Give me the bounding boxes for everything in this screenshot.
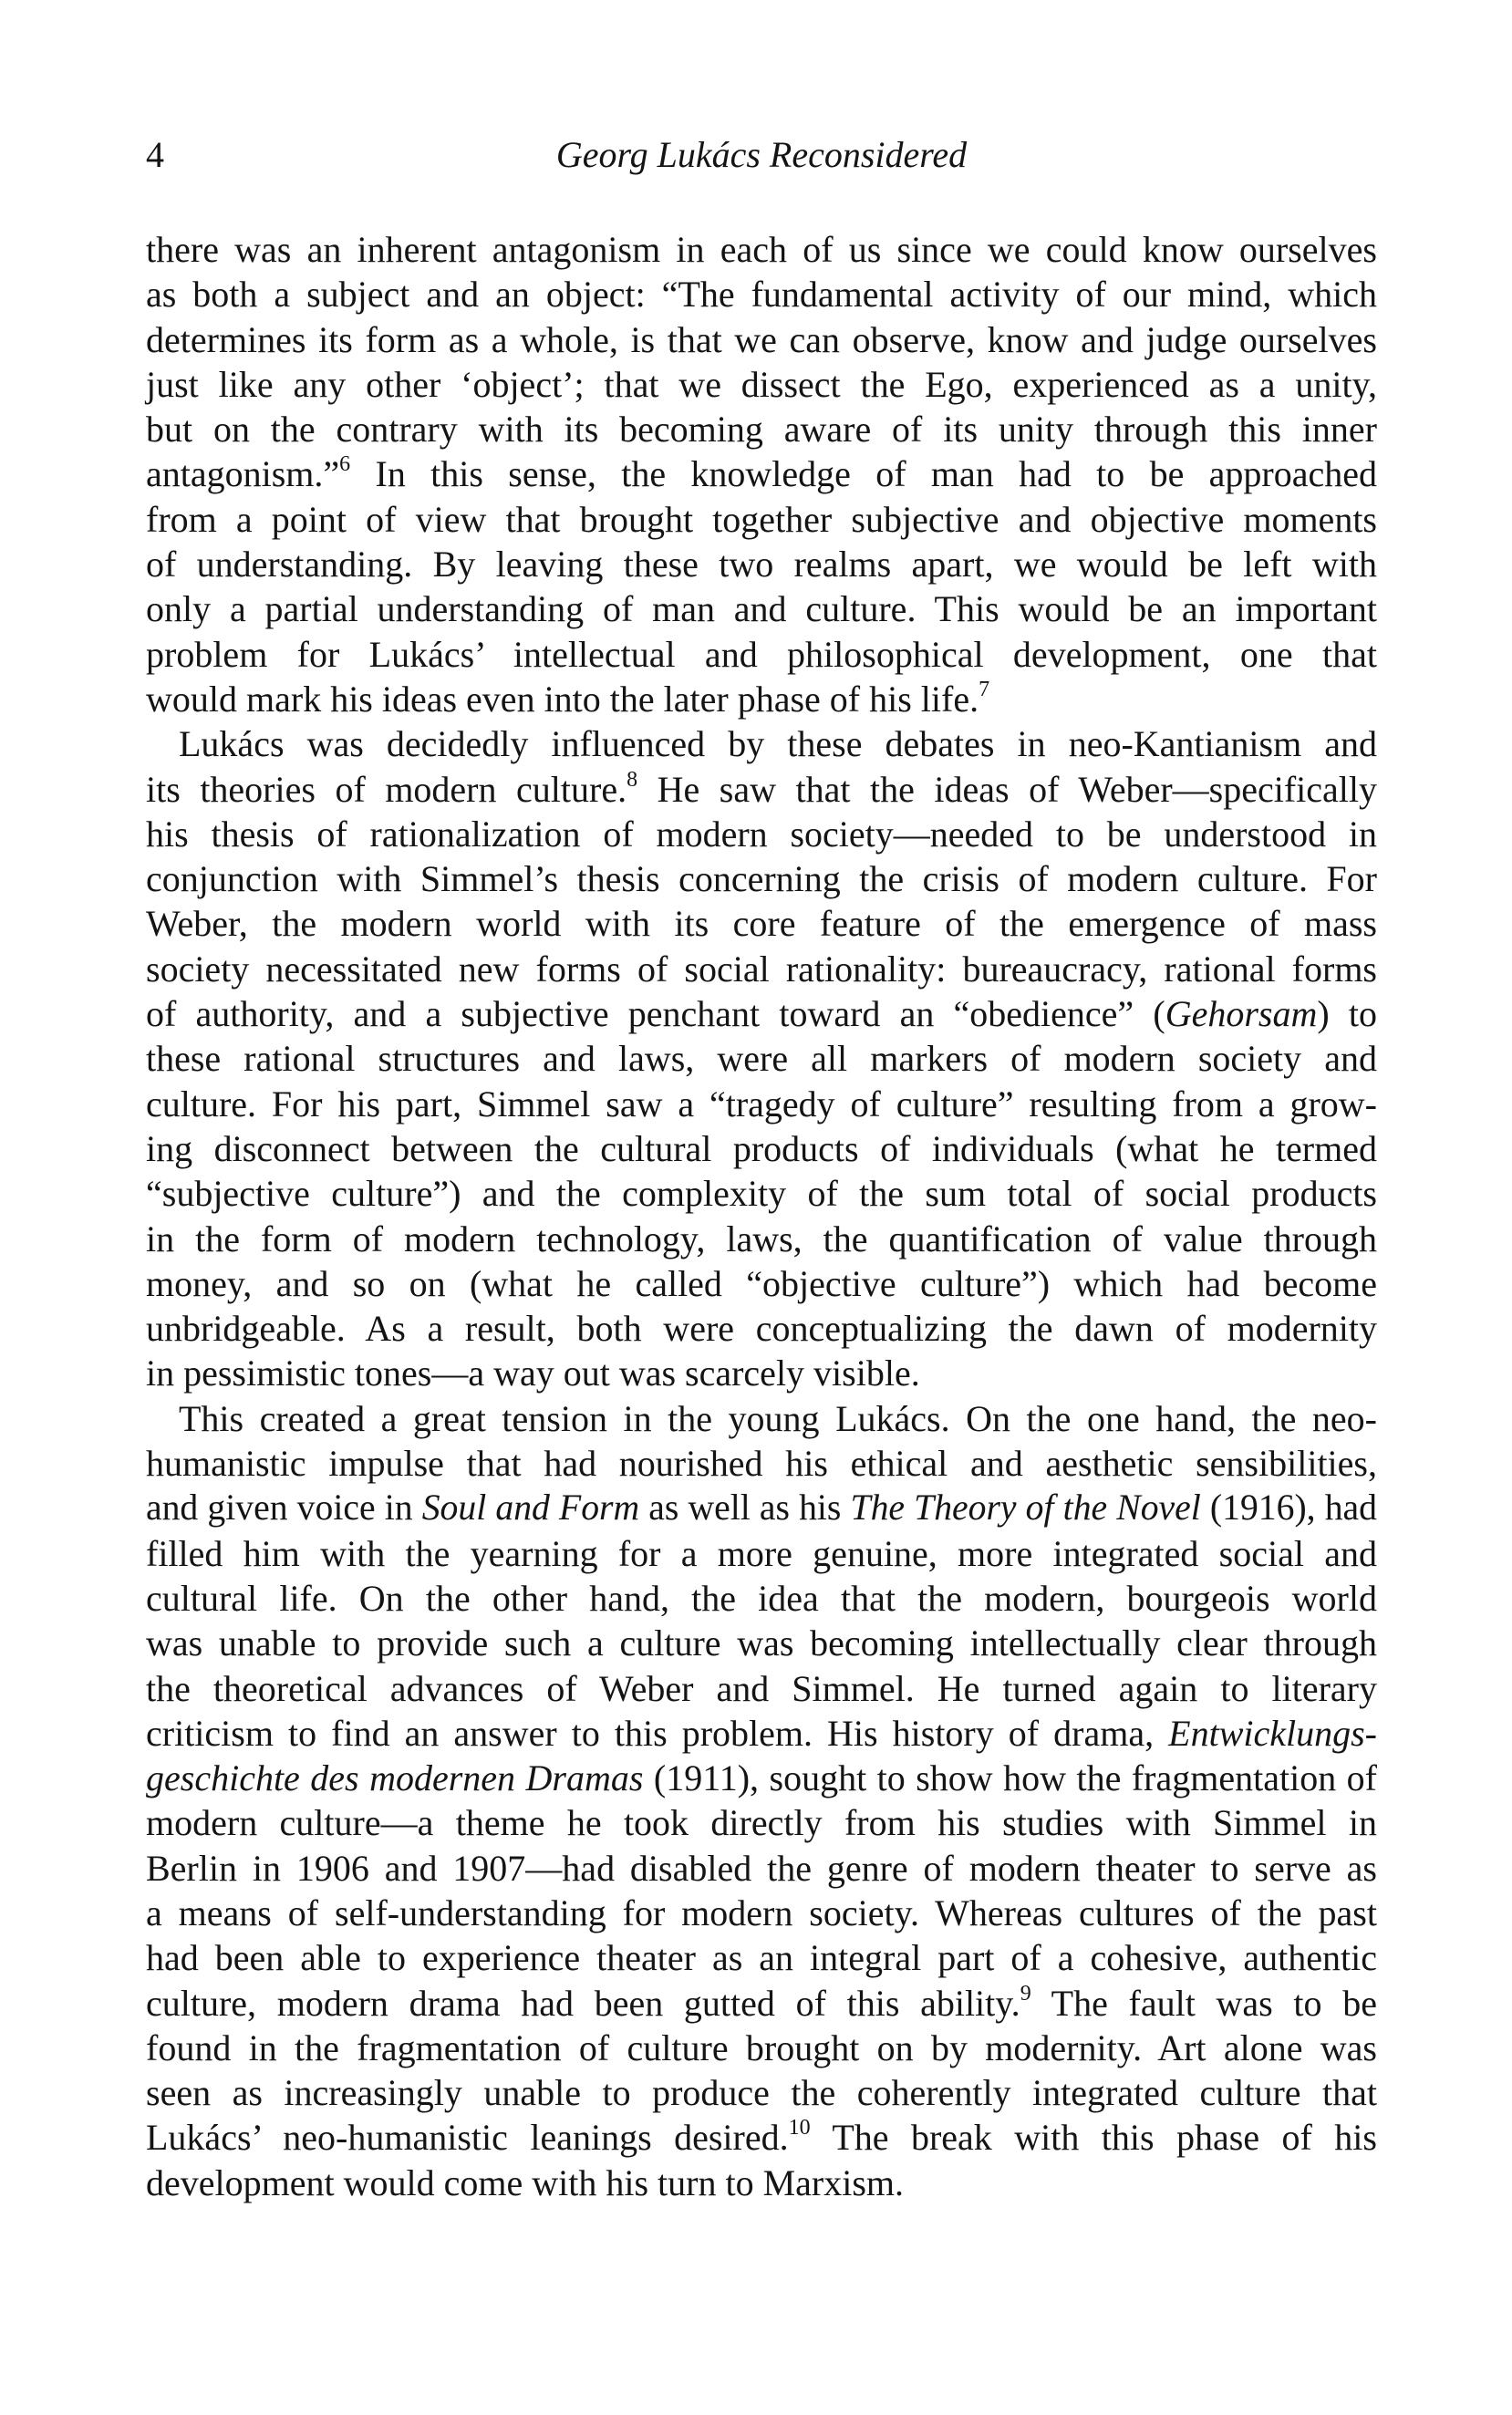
footnote-marker: 10 — [788, 2116, 811, 2140]
text-segment: Weber, the modern world with its core feature of the emergence of mass — [146, 903, 1377, 945]
text-segment: The break with this phase of his — [810, 2117, 1377, 2159]
text-line — [146, 991, 1377, 1036]
text-line — [146, 542, 1377, 586]
text-segment: cultural life. On the other hand, the idea that the modern, bourgeois world — [146, 1577, 1377, 1619]
text-segment: a means of self-understanding for modern society. Whereas cultures of the past — [146, 1892, 1377, 1933]
text-line — [146, 1486, 1377, 1530]
running-header — [146, 133, 1377, 179]
text-line — [146, 1800, 1377, 1845]
text-line — [146, 2161, 1377, 2205]
text-line — [146, 1621, 1377, 1665]
italic-text: Soul and Form — [421, 1487, 640, 1529]
text-line — [146, 317, 1377, 362]
text-segment: would mark his ideas even into the later phase of his life. — [146, 678, 979, 720]
text-segment: In this sense, the knowledge of man had to be approached — [350, 453, 1377, 495]
footnote-marker: 9 — [1020, 1981, 1031, 2006]
text-line — [146, 1981, 1377, 2026]
text-segment: there was an inherent antagonism in each of us since we could know ourselves — [146, 229, 1377, 270]
text-segment: of understanding. By leaving these two realms apart, we would be left with — [146, 544, 1377, 586]
text-segment: determines its form as a whole, is that we can observe, know and judge ourselves — [146, 318, 1377, 360]
text-segment: criticism to find an answer to this problem. His history of drama, — [146, 1712, 1169, 1754]
text-segment: The fault was to be — [1030, 1982, 1377, 2024]
text-segment: had been able to experience theater as an integral part of a cohesive, authentic — [146, 1937, 1377, 1979]
text-segment: money, and so on (what he called “objective culture”) which had become — [146, 1262, 1377, 1304]
text-line — [146, 812, 1377, 856]
text-segment: Lukács was decidedly influenced by these debates in neo-Kantianism and — [179, 723, 1377, 765]
text-line — [146, 1261, 1377, 1306]
paragraph — [146, 1396, 1377, 2205]
text-segment: in pessimistic tones—a way out was scarcely visible. — [146, 1353, 920, 1394]
text-line — [146, 1756, 1377, 1800]
text-segment: ing disconnect between the cultural products of individuals (what he termed — [146, 1127, 1377, 1169]
text-line — [146, 632, 1377, 677]
footnote-marker: 7 — [979, 678, 990, 702]
text-line — [146, 1441, 1377, 1486]
text-line — [146, 2070, 1377, 2115]
text-line — [146, 1351, 1377, 1395]
text-line — [146, 1531, 1377, 1576]
text-segment: culture, modern drama had been gutted of this ability. — [146, 1982, 1020, 2024]
text-segment: modern culture—a theme he took directly from his studies with Simmel in — [146, 1802, 1377, 1844]
text-segment: only a partial understanding of man and culture. This would be an important — [146, 588, 1377, 630]
text-line — [146, 1036, 1377, 1081]
text-segment: the theoretical advances of Weber and Simmel. He turned again to literary — [146, 1667, 1377, 1709]
text-line — [146, 1171, 1377, 1216]
text-line — [146, 901, 1377, 946]
text-segment: He saw that the ideas of Weber—specifically — [637, 768, 1377, 810]
text-line — [146, 586, 1377, 631]
text-line — [146, 362, 1377, 407]
text-line — [146, 1217, 1377, 1261]
text-segment: filled him with the yearning for a more genuine, more integrated social and — [146, 1532, 1377, 1574]
text-line — [146, 1891, 1377, 1935]
footnote-marker: 8 — [627, 767, 638, 792]
text-segment: its theories of modern culture. — [146, 768, 627, 810]
text-line — [146, 497, 1377, 542]
italic-text: geschichte des modernen Dramas — [146, 1757, 644, 1799]
text-segment: but on the contrary with its becoming aware of its unity through this inner — [146, 409, 1377, 451]
text-segment: development would come with his turn to Marxism. — [146, 2161, 904, 2203]
text-segment: conjunction with Simmel’s thesis concerning the crisis of modern culture. For — [146, 858, 1377, 900]
italic-text: The Theory of the Novel — [850, 1487, 1201, 1529]
paragraph — [146, 721, 1377, 1395]
text-line — [146, 1082, 1377, 1126]
text-line — [146, 1935, 1377, 1980]
text-line — [146, 767, 1377, 812]
running-title: Georg Lukács Reconsidered — [555, 134, 968, 175]
text-segment: This created a great tension in the young Lukács. On the one hand, the neo- — [179, 1397, 1377, 1439]
text-segment: and given voice in — [146, 1487, 422, 1529]
text-line — [146, 2115, 1377, 2160]
text-segment: antagonism.” — [146, 453, 340, 495]
text-segment: found in the fragmentation of culture brought on by modernity. Art alone was — [146, 2026, 1377, 2068]
text-segment: as well as his — [639, 1487, 851, 1529]
text-line — [146, 227, 1377, 272]
text-segment: Lukács’ neo-humanistic leanings desired. — [146, 2117, 789, 2159]
text-line — [146, 1666, 1377, 1711]
text-segment: (1911), sought to show how the fragmentation of — [643, 1757, 1377, 1799]
text-segment: his thesis of rationalization of modern society—needed to be understood in — [146, 813, 1377, 855]
text-segment: was unable to provide such a culture was becoming intellectually clear through — [146, 1622, 1377, 1664]
text-segment: in the form of modern technology, laws, the quantification of value through — [146, 1218, 1377, 1259]
page-number: 4 — [146, 134, 164, 175]
text-segment: ) to — [1317, 993, 1377, 1035]
text-segment: just like any other ‘object’; that we dissect the Ego, experienced as a unity, — [146, 363, 1377, 405]
italic-text: Entwicklungs- — [1168, 1712, 1377, 1754]
italic-text: Gehorsam — [1165, 993, 1318, 1035]
text-segment: seen as increasingly unable to produce the coherently integrated culture that — [146, 2072, 1377, 2114]
text-segment: “subjective culture”) and the complexity of the sum total of social products — [146, 1173, 1377, 1215]
text-line — [146, 721, 1377, 766]
text-line — [146, 677, 1377, 721]
text-line — [146, 856, 1377, 901]
text-segment: problem for Lukács’ intellectual and philosophical development, one that — [146, 633, 1377, 675]
text-line — [146, 451, 1377, 496]
text-line — [146, 1846, 1377, 1891]
paragraph — [146, 227, 1377, 721]
text-line — [146, 1126, 1377, 1171]
text-segment: culture. For his part, Simmel saw a “tragedy of culture” resulting from a grow- — [146, 1083, 1377, 1125]
footnote-marker: 6 — [339, 452, 351, 477]
text-line — [146, 947, 1377, 991]
text-line — [146, 1711, 1377, 1756]
text-line — [146, 272, 1377, 316]
text-segment: these rational structures and laws, were all markers of modern society and — [146, 1038, 1377, 1080]
text-segment: Berlin in 1906 and 1907—had disabled the genre of modern theater to serve as — [146, 1847, 1377, 1889]
text-line — [146, 1576, 1377, 1621]
text-line — [146, 2026, 1377, 2070]
text-line — [146, 1396, 1377, 1441]
text-segment: of authority, and a subjective penchant toward an “obedience” ( — [146, 993, 1165, 1035]
text-segment: unbridgeable. As a result, both were conceptualizing the dawn of modernity — [146, 1308, 1377, 1350]
text-segment: society necessitated new forms of social rationality: bureaucracy, rational forms — [146, 948, 1377, 990]
body-text — [146, 227, 1377, 2205]
text-line — [146, 407, 1377, 451]
text-segment: as both a subject and an object: “The fundamental activity of our mind, which — [146, 274, 1377, 316]
text-segment: humanistic impulse that had nourished his ethical and aesthetic sensibilities, — [146, 1443, 1377, 1485]
text-segment: (1916), had — [1200, 1487, 1377, 1529]
text-line — [146, 1306, 1377, 1351]
text-segment: from a point of view that brought together subjective and objective moments — [146, 498, 1377, 540]
